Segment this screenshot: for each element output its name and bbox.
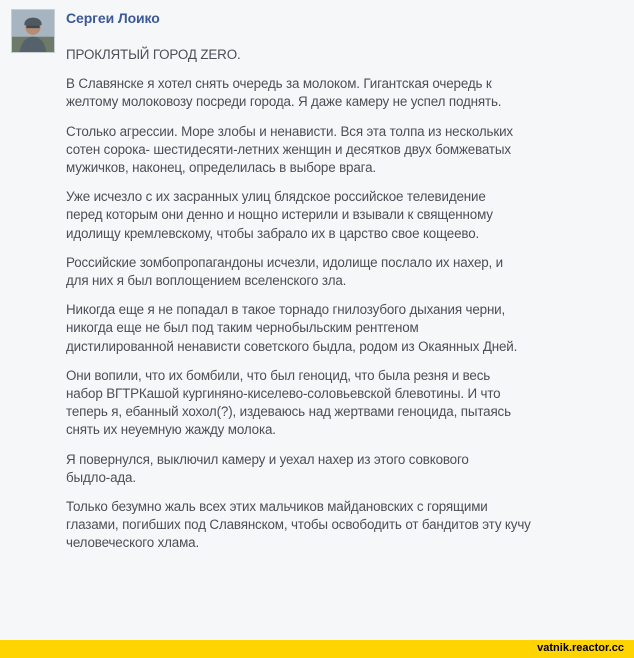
post-paragraph-title: ПРОКЛЯТЫЙ ГОРОД ZERO. — [66, 47, 241, 62]
post-author-name[interactable]: Сергеи Лоико — [66, 10, 160, 26]
watermark-text: vatnik.reactor.cc — [537, 642, 624, 654]
post-body — [66, 46, 622, 564]
profile-photo-icon[interactable] — [11, 9, 55, 53]
post-paragraph: Столько агрессии. Море злобы и ненависти. Вся эта толпа из нескольких сотен сорока- шестидесяти-летних женщин и десятков двух бомжеватых мужичков, наконец, определилась в выборе врага. — [66, 123, 513, 176]
watermark-bar — [0, 640, 634, 658]
post-paragraph: Я повернулся, выключил камеру и уехал нахер из этого совкового быдло-ада. — [66, 451, 469, 485]
post-paragraph: В Славянске я хотел снять очередь за молоком. Гигантская очередь к желтому молоковозу посреди города. Я даже камеру не успел поднять. — [66, 76, 502, 110]
post-paragraph: Российские зомбопропагандоны исчезли, идолище послало их нахер, и для них я был воплощением вселенского зла. — [66, 254, 504, 289]
post-paragraph: Они вопили, что их бомбили, что был геноцид, что была резня и весь набор ВГТРКашой кургиняно-киселево-соловьевской блевотины. И что теперь я, ебанный хохол(?), издеваюсь над жертвами геноцида, пытаясь снять их неуемную жажду молока. — [66, 367, 511, 438]
post-paragraph: Уже исчезло с их засранных улиц блядское российское телевидение перед которым они денно и нощно истерили и взывали к священному идолищу кремлевскому, чтобы забрало их в царство свое кощеево. — [66, 189, 493, 241]
post-paragraph: Никогда еще я не попадал в такое торнадо гнилозубого дыхания черни, никогда еще не был под таким чернобыльским рентгеном дистилированной ненависти советского быдла, родом из Окаянных Дней. — [66, 302, 518, 354]
post-paragraph: Только безумно жаль всех этих мальчиков майдановских с горящими глазами, погибших под Славянском, чтобы освободить от бандитов эту кучу человеческого хлама. — [66, 499, 531, 551]
